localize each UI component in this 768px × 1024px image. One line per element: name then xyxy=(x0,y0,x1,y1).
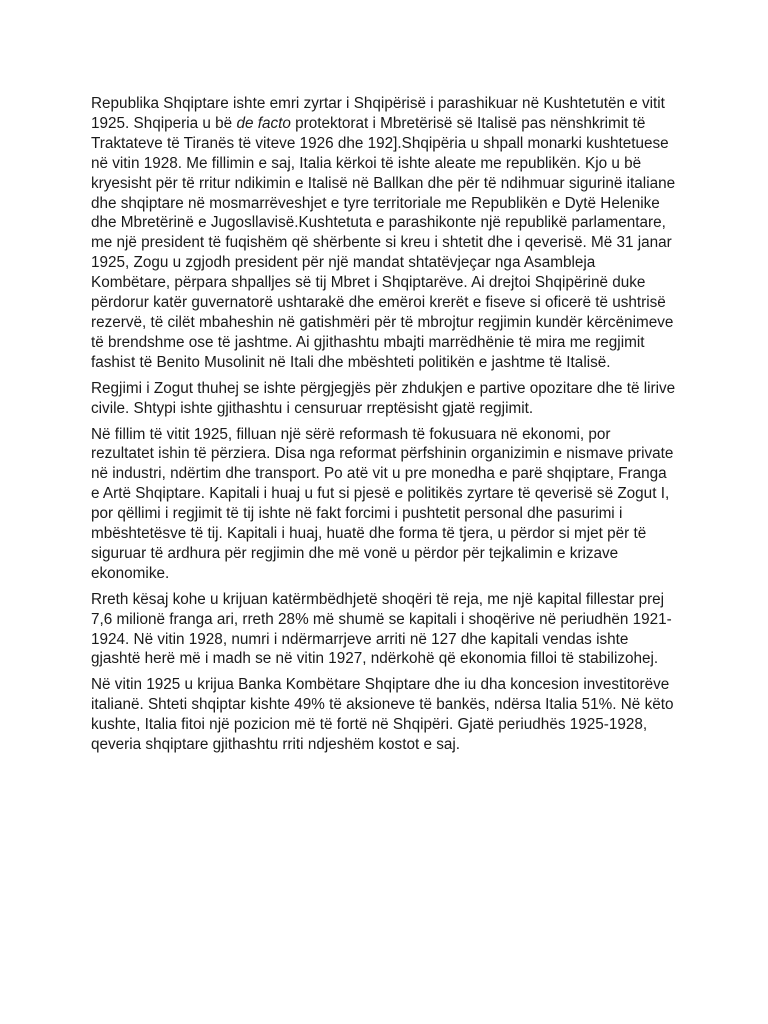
document-body xyxy=(91,94,677,761)
paragraph-3: Në fillim të vitit 1925, filluan një sërë reformash të fokusuara në ekonomi, por rezultatet ishin të përziera. Disa nga reformat përfshinin organizimin e nismave private në industri, ndërtim dhe transport. Po atë vit u pre monedha e parë shqiptare, Franga e Artë Shqiptare. Kapitali i huaj u fut si pjesë e politikës zyrtare të qeverisë së Zogut I, por qëllimi i regjimit të tij ishte në fakt forcimi i pushtetit personal dhe pasurimi i mbështetësve të tij. Kapitali i huaj, huatë dhe forma të tjera, u përdor si mjet për të siguruar të ardhura për regjimin dhe më vonë u përdor për tejkalimin e krizave ekonomike. xyxy=(91,425,674,582)
paragraph-2: Regjimi i Zogut thuhej se ishte përgjegjës për zhdukjen e partive opozitare dhe të lirive civile. Shtypi ishte gjithashtu i censuruar rreptësisht gjatë regjimit. xyxy=(91,379,676,417)
paragraph-1-text-end: protektorat i Mbretërisë së Italisë pas nënshkrimit të Traktateve të Tiranës të viteve 1926 dhe 192].Shqipëria u shpall monarki kushtetuese në vitin 1928. Me fillimin e saj, Italia kërkoi të ishte aleate me republikën. Kjo u bë kryesisht për të rritur ndikimin e Italisë në Ballkan dhe për të ndihmuar sigurinë italiane dhe shqiptare në mosmarrëveshjet e tyre territoriale me Republikën e Dytë Helenike dhe Mbretërinë e Jugosllavisë.Kushtetuta e parashikonte një republikë parlamentare, me një president të fuqishëm që shërbente si kreu i shtetit dhe i qeverisë. Më 31 janar 1925, Zogu u zgjodh president për një mandat shtatëvjeçar nga Asambleja Kombëtare, përpara shpalljes së tij Mbret i Shqiptarëve. Ai drejtoi Shqipërinë duke përdorur katër guvernatorë ushtarakë dhe emëroi krerët e fiseve si oficerë të ushtrisë rezervë, të cilët mbaheshin në gatishmëri për të mbrojtur regjimin kundër kërcënimeve të brendshme ose të jashtme. Ai gjithashtu mbajti marrëdhënie të mira me regjimit fashist të Benito Musolinit në Itali dhe mbështeti politikën e jashtme të Italisë. xyxy=(91,114,676,371)
paragraph-4: Rreth kësaj kohe u krijuan katërmbëdhjetë shoqëri të reja, me një kapital fillestar prej 7,6 milionë franga ari, rreth 28% më shumë se kapitali i shoqërive në periudhën 1921-1924. Në vitin 1928, numri i ndërmarrjeve arriti në 127 dhe kapitali vendas ishte gjashtë herë më i madh se në vitin 1927, ndërkohë që ekonomia filloi të stabilizohej. xyxy=(91,590,672,668)
paragraph-1-text-start: Republika Shqiptare ishte emri zyrtar i Shqipërisë i parashikuar në Kushtetutën e vitit 1925. Shqiperia u bë xyxy=(91,95,665,132)
paragraph-1-italic-term: de facto xyxy=(236,114,291,132)
paragraph-1 xyxy=(91,94,677,373)
paragraph-5: Në vitin 1925 u krijua Banka Kombëtare Shqiptare dhe iu dha koncesion investitorëve italianë. Shteti shqiptar kishte 49% të aksioneve të bankës, ndërsa Italia 51%. Në këto kushte, Italia fitoi një pozicion më të fortë në Shqipëri. Gjatë periudhës 1925-1928, qeveria shqiptare gjithashtu rriti ndjeshëm kostot e saj. xyxy=(91,676,674,754)
